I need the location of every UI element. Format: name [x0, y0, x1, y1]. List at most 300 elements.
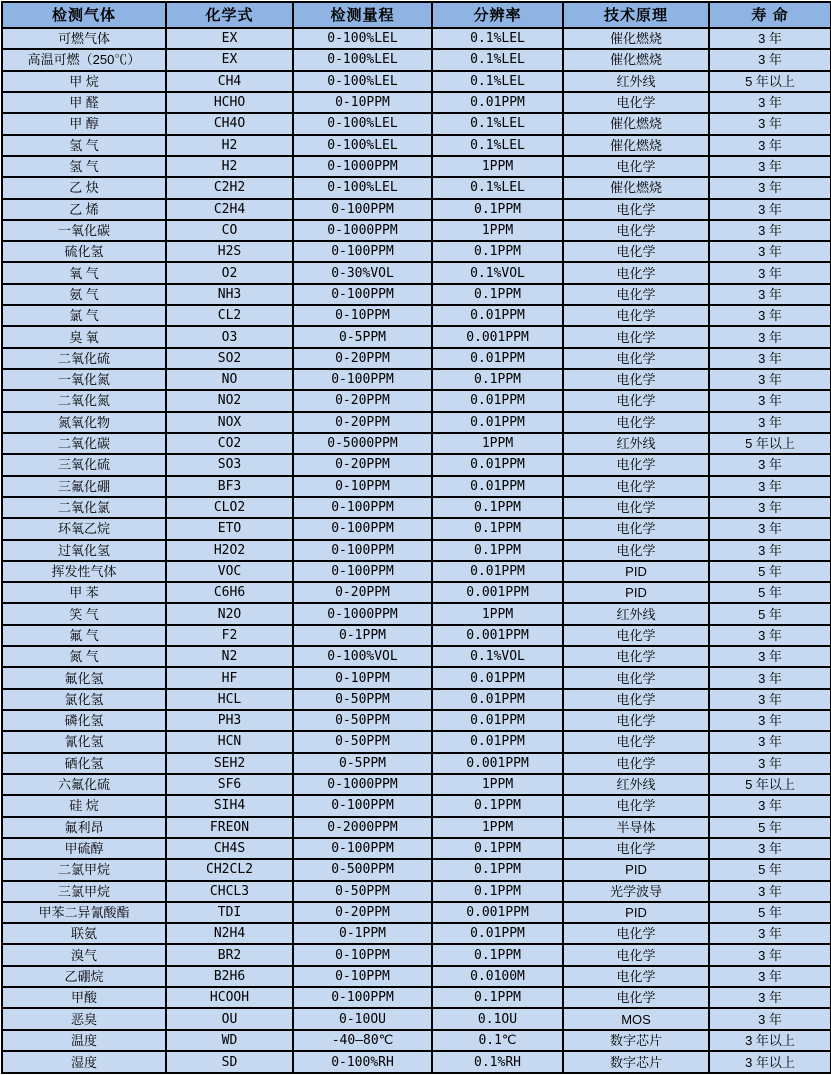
lifespan-cell: 3 年 [709, 49, 831, 70]
resolution-cell: 0.1PPM [432, 540, 563, 561]
table-header [2, 2, 831, 28]
table-row [2, 113, 831, 134]
gas-name-cell: 一氧化氮 [2, 369, 166, 390]
gas-name-cell: 甲 烷 [2, 71, 166, 92]
resolution-cell: 0.1PPM [432, 881, 563, 902]
table-row [2, 220, 831, 241]
resolution-cell: 1PPM [432, 156, 563, 177]
principle-cell: 红外线 [563, 603, 709, 624]
table-row [2, 689, 831, 710]
table-row [2, 1030, 831, 1051]
table-row [2, 177, 831, 198]
range-cell: 0-50PPM [293, 881, 432, 902]
gas-name-cell: 氟 气 [2, 625, 166, 646]
table-row [2, 135, 831, 156]
lifespan-cell: 3 年 [709, 92, 831, 113]
table-row [2, 902, 831, 923]
range-cell: 0-100%RH [293, 1051, 432, 1073]
table-row [2, 71, 831, 92]
lifespan-cell: 3 年 [709, 689, 831, 710]
range-cell: 0-1PPM [293, 923, 432, 944]
principle-cell: PID [563, 859, 709, 880]
range-cell: 0-20PPM [293, 412, 432, 433]
range-cell: 0-100%LEL [293, 177, 432, 198]
table-row [2, 667, 831, 688]
principle-cell: 电化学 [563, 689, 709, 710]
resolution-cell: 0.1PPM [432, 518, 563, 539]
resolution-cell: 0.1PPM [432, 241, 563, 262]
range-cell: 0-50PPM [293, 731, 432, 752]
range-cell: 0-100PPM [293, 987, 432, 1008]
gas-name-cell: 温度 [2, 1030, 166, 1051]
lifespan-cell: 3 年 [709, 135, 831, 156]
range-cell: 0-10PPM [293, 305, 432, 326]
resolution-cell: 0.1PPM [432, 944, 563, 965]
table-row [2, 753, 831, 774]
resolution-cell: 0.01PPM [432, 731, 563, 752]
gas-name-cell: 氧 气 [2, 262, 166, 283]
resolution-cell: 0.01PPM [432, 689, 563, 710]
lifespan-cell: 3 年 [709, 987, 831, 1008]
formula-cell: H2 [166, 135, 293, 156]
lifespan-cell: 3 年 [709, 284, 831, 305]
formula-cell: CLO2 [166, 497, 293, 518]
lifespan-cell: 5 年 [709, 817, 831, 838]
resolution-cell: 0.1%LEL [432, 135, 563, 156]
resolution-cell: 0.01PPM [432, 667, 563, 688]
gas-name-cell: 氮 气 [2, 646, 166, 667]
range-cell: 0-500PPM [293, 859, 432, 880]
gas-name-cell: 挥发性气体 [2, 561, 166, 582]
lifespan-cell: 3 年 [709, 966, 831, 987]
principle-cell: 催化燃烧 [563, 28, 709, 49]
range-cell: 0-50PPM [293, 689, 432, 710]
lifespan-cell: 3 年 [709, 177, 831, 198]
resolution-cell: 0.01PPM [432, 923, 563, 944]
principle-cell: 电化学 [563, 540, 709, 561]
resolution-cell: 0.001PPM [432, 326, 563, 347]
formula-cell: HCOOH [166, 987, 293, 1008]
table-row [2, 710, 831, 731]
formula-cell: CHCL3 [166, 881, 293, 902]
resolution-cell: 0.001PPM [432, 582, 563, 603]
formula-cell: SF6 [166, 774, 293, 795]
table-row [2, 433, 831, 454]
principle-cell: 电化学 [563, 518, 709, 539]
resolution-cell: 0.1℃ [432, 1030, 563, 1051]
resolution-cell: 1PPM [432, 774, 563, 795]
formula-cell: H2 [166, 156, 293, 177]
resolution-cell: 0.0100M [432, 966, 563, 987]
table-body [2, 28, 831, 1073]
gas-name-cell: 氰化氢 [2, 731, 166, 752]
principle-cell: 电化学 [563, 262, 709, 283]
lifespan-cell: 3 年 [709, 497, 831, 518]
resolution-cell: 0.01PPM [432, 710, 563, 731]
gas-name-cell: 硫化氢 [2, 241, 166, 262]
range-cell: 0-10PPM [293, 476, 432, 497]
range-cell: 0-100%LEL [293, 135, 432, 156]
formula-cell: CH4S [166, 838, 293, 859]
gas-name-cell: 高温可燃（250℃） [2, 49, 166, 70]
lifespan-cell: 5 年以上 [709, 433, 831, 454]
formula-cell: SEH2 [166, 753, 293, 774]
principle-cell: 红外线 [563, 433, 709, 454]
principle-cell: 电化学 [563, 241, 709, 262]
resolution-cell: 0.01PPM [432, 390, 563, 411]
resolution-cell: 0.001PPM [432, 625, 563, 646]
gas-name-cell: 三氯甲烷 [2, 881, 166, 902]
lifespan-cell: 3 年 [709, 113, 831, 134]
principle-cell: 光学波导 [563, 881, 709, 902]
gas-name-cell: 二氧化硫 [2, 348, 166, 369]
resolution-cell: 0.01PPM [432, 92, 563, 113]
gas-name-cell: 湿度 [2, 1051, 166, 1073]
table-row [2, 731, 831, 752]
table-row [2, 92, 831, 113]
gas-name-cell: 二氯甲烷 [2, 859, 166, 880]
resolution-cell: 0.1PPM [432, 987, 563, 1008]
gas-name-cell: 一氧化碳 [2, 220, 166, 241]
formula-cell: HF [166, 667, 293, 688]
range-cell: 0-10PPM [293, 966, 432, 987]
table-row [2, 390, 831, 411]
range-cell: 0-100PPM [293, 241, 432, 262]
range-cell: 0-100%LEL [293, 113, 432, 134]
range-cell: 0-10PPM [293, 667, 432, 688]
principle-cell: 电化学 [563, 987, 709, 1008]
principle-cell: 电化学 [563, 412, 709, 433]
range-cell: 0-100%VOL [293, 646, 432, 667]
formula-cell: SD [166, 1051, 293, 1073]
range-cell: 0-100PPM [293, 795, 432, 816]
lifespan-cell: 3 年 [709, 412, 831, 433]
resolution-cell: 0.1%LEL [432, 49, 563, 70]
formula-cell: FREON [166, 817, 293, 838]
resolution-cell: 0.01PPM [432, 348, 563, 369]
range-cell: 0-100%LEL [293, 28, 432, 49]
formula-cell: EX [166, 28, 293, 49]
gas-name-cell: 二氧化氯 [2, 497, 166, 518]
gas-name-cell: 联氨 [2, 923, 166, 944]
table-row [2, 625, 831, 646]
table-row [2, 923, 831, 944]
gas-name-cell: 甲 醇 [2, 113, 166, 134]
formula-cell: O2 [166, 262, 293, 283]
gas-name-cell: 二氧化氮 [2, 390, 166, 411]
range-cell: 0-20PPM [293, 902, 432, 923]
resolution-cell: 0.001PPM [432, 753, 563, 774]
formula-cell: N2 [166, 646, 293, 667]
table-row [2, 944, 831, 965]
resolution-cell: 0.1%LEL [432, 177, 563, 198]
gas-name-cell: 二氧化碳 [2, 433, 166, 454]
principle-cell: 电化学 [563, 348, 709, 369]
lifespan-cell: 3 年 [709, 944, 831, 965]
gas-name-cell: 笑 气 [2, 603, 166, 624]
resolution-cell: 0.1%LEL [432, 28, 563, 49]
range-cell: 0-100%LEL [293, 71, 432, 92]
gas-name-cell: 甲硫醇 [2, 838, 166, 859]
formula-cell: CO2 [166, 433, 293, 454]
formula-cell: CO [166, 220, 293, 241]
gas-name-cell: 甲苯二异氰酸酯 [2, 902, 166, 923]
range-cell: 0-2000PPM [293, 817, 432, 838]
range-cell: 0-1PPM [293, 625, 432, 646]
gas-name-cell: 氮氧化物 [2, 412, 166, 433]
table-row [2, 28, 831, 49]
formula-cell: NO2 [166, 390, 293, 411]
lifespan-cell: 5 年以上 [709, 71, 831, 92]
principle-cell: 红外线 [563, 71, 709, 92]
principle-cell: 电化学 [563, 838, 709, 859]
lifespan-cell: 3 年 [709, 838, 831, 859]
column-header-range: 检测量程 [293, 2, 432, 28]
principle-cell: 电化学 [563, 966, 709, 987]
principle-cell: 电化学 [563, 326, 709, 347]
lifespan-cell: 3 年 [709, 390, 831, 411]
formula-cell: EX [166, 49, 293, 70]
formula-cell: BF3 [166, 476, 293, 497]
principle-cell: 电化学 [563, 156, 709, 177]
principle-cell: 催化燃烧 [563, 177, 709, 198]
gas-name-cell: 氨 气 [2, 284, 166, 305]
table-row [2, 262, 831, 283]
principle-cell: 催化燃烧 [563, 135, 709, 156]
gas-name-cell: 氟化氢 [2, 667, 166, 688]
principle-cell: 电化学 [563, 199, 709, 220]
table-row [2, 241, 831, 262]
range-cell: 0-5PPM [293, 753, 432, 774]
principle-cell: MOS [563, 1008, 709, 1029]
lifespan-cell: 3 年 [709, 540, 831, 561]
table-row [2, 987, 831, 1008]
formula-cell: CH2CL2 [166, 859, 293, 880]
gas-name-cell: 可燃气体 [2, 28, 166, 49]
formula-cell: H2S [166, 241, 293, 262]
range-cell: 0-5000PPM [293, 433, 432, 454]
principle-cell: 电化学 [563, 646, 709, 667]
gas-name-cell: 过氧化氢 [2, 540, 166, 561]
range-cell: 0-20PPM [293, 348, 432, 369]
range-cell: 0-100PPM [293, 369, 432, 390]
principle-cell: 电化学 [563, 795, 709, 816]
principle-cell: 电化学 [563, 497, 709, 518]
table-row [2, 284, 831, 305]
formula-cell: CL2 [166, 305, 293, 326]
table-row [2, 326, 831, 347]
table-row [2, 540, 831, 561]
formula-cell: NH3 [166, 284, 293, 305]
resolution-cell: 1PPM [432, 817, 563, 838]
resolution-cell: 1PPM [432, 603, 563, 624]
column-header-gas: 检测气体 [2, 2, 166, 28]
lifespan-cell: 3 年 [709, 881, 831, 902]
resolution-cell: 0.1OU [432, 1008, 563, 1029]
table-row [2, 859, 831, 880]
lifespan-cell: 3 年 [709, 241, 831, 262]
lifespan-cell: 3 年 [709, 348, 831, 369]
principle-cell: 催化燃烧 [563, 113, 709, 134]
table-row [2, 454, 831, 475]
principle-cell: 电化学 [563, 454, 709, 475]
formula-cell: CH4 [166, 71, 293, 92]
column-header-principle: 技术原理 [563, 2, 709, 28]
lifespan-cell: 3 年 [709, 476, 831, 497]
resolution-cell: 1PPM [432, 220, 563, 241]
formula-cell: HCHO [166, 92, 293, 113]
resolution-cell: 0.1%RH [432, 1051, 563, 1073]
lifespan-cell: 3 年 [709, 731, 831, 752]
table-row [2, 561, 831, 582]
formula-cell: SO2 [166, 348, 293, 369]
table-row [2, 518, 831, 539]
formula-cell: N2O [166, 603, 293, 624]
resolution-cell: 0.1%VOL [432, 262, 563, 283]
range-cell: 0-100PPM [293, 497, 432, 518]
gas-sensor-table [1, 1, 831, 1074]
principle-cell: 电化学 [563, 731, 709, 752]
gas-name-cell: 三氟化硼 [2, 476, 166, 497]
formula-cell: TDI [166, 902, 293, 923]
formula-cell: HCN [166, 731, 293, 752]
gas-name-cell: 乙 炔 [2, 177, 166, 198]
lifespan-cell: 3 年 [709, 326, 831, 347]
table-row [2, 646, 831, 667]
table-row [2, 817, 831, 838]
principle-cell: 电化学 [563, 667, 709, 688]
range-cell: 0-30%VOL [293, 262, 432, 283]
range-cell: 0-100PPM [293, 284, 432, 305]
formula-cell: HCL [166, 689, 293, 710]
lifespan-cell: 5 年以上 [709, 774, 831, 795]
range-cell: 0-20PPM [293, 582, 432, 603]
table-row [2, 795, 831, 816]
lifespan-cell: 3 年 [709, 220, 831, 241]
principle-cell: 电化学 [563, 476, 709, 497]
formula-cell: SO3 [166, 454, 293, 475]
range-cell: 0-100PPM [293, 561, 432, 582]
formula-cell: PH3 [166, 710, 293, 731]
resolution-cell: 0.1%LEL [432, 71, 563, 92]
principle-cell: 数字芯片 [563, 1030, 709, 1051]
formula-cell: N2H4 [166, 923, 293, 944]
formula-cell: OU [166, 1008, 293, 1029]
gas-name-cell: 氯 气 [2, 305, 166, 326]
resolution-cell: 0.01PPM [432, 305, 563, 326]
lifespan-cell: 3 年以上 [709, 1051, 831, 1073]
resolution-cell: 0.1PPM [432, 795, 563, 816]
lifespan-cell: 3 年 [709, 646, 831, 667]
column-header-resolution: 分辨率 [432, 2, 563, 28]
range-cell: 0-1000PPM [293, 774, 432, 795]
resolution-cell: 0.01PPM [432, 454, 563, 475]
resolution-cell: 0.1PPM [432, 859, 563, 880]
gas-name-cell: 环氧乙烷 [2, 518, 166, 539]
principle-cell: 电化学 [563, 710, 709, 731]
range-cell: 0-50PPM [293, 710, 432, 731]
formula-cell: VOC [166, 561, 293, 582]
resolution-cell: 0.1PPM [432, 369, 563, 390]
resolution-cell: 0.001PPM [432, 902, 563, 923]
range-cell: 0-1000PPM [293, 220, 432, 241]
lifespan-cell: 3 年 [709, 199, 831, 220]
principle-cell: 半导体 [563, 817, 709, 838]
principle-cell: 电化学 [563, 305, 709, 326]
table-row [2, 156, 831, 177]
formula-cell: ETO [166, 518, 293, 539]
range-cell: 0-10PPM [293, 92, 432, 113]
gas-name-cell: 氢 气 [2, 156, 166, 177]
formula-cell: O3 [166, 326, 293, 347]
gas-name-cell: 氯化氢 [2, 689, 166, 710]
resolution-cell: 0.1PPM [432, 497, 563, 518]
table-row [2, 476, 831, 497]
table-row [2, 348, 831, 369]
lifespan-cell: 5 年 [709, 859, 831, 880]
lifespan-cell: 3 年 [709, 667, 831, 688]
principle-cell: 电化学 [563, 753, 709, 774]
principle-cell: 电化学 [563, 390, 709, 411]
lifespan-cell: 3 年 [709, 710, 831, 731]
gas-name-cell: 硒化氢 [2, 753, 166, 774]
lifespan-cell: 3 年以上 [709, 1030, 831, 1051]
principle-cell: PID [563, 561, 709, 582]
range-cell: 0-100PPM [293, 199, 432, 220]
range-cell: 0-100PPM [293, 540, 432, 561]
gas-name-cell: 甲 醛 [2, 92, 166, 113]
table-row [2, 966, 831, 987]
table-row [2, 838, 831, 859]
gas-name-cell: 恶臭 [2, 1008, 166, 1029]
range-cell: 0-5PPM [293, 326, 432, 347]
lifespan-cell: 5 年 [709, 561, 831, 582]
formula-cell: NOX [166, 412, 293, 433]
lifespan-cell: 5 年 [709, 582, 831, 603]
formula-cell: CH4O [166, 113, 293, 134]
table-row [2, 603, 831, 624]
formula-cell: WD [166, 1030, 293, 1051]
range-cell: 0-10OU [293, 1008, 432, 1029]
table-row [2, 774, 831, 795]
formula-cell: SIH4 [166, 795, 293, 816]
lifespan-cell: 3 年 [709, 156, 831, 177]
formula-cell: C6H6 [166, 582, 293, 603]
column-header-lifespan: 寿 命 [709, 2, 831, 28]
gas-name-cell: 臭 氧 [2, 326, 166, 347]
table-row [2, 369, 831, 390]
resolution-cell: 0.1PPM [432, 284, 563, 305]
principle-cell: 电化学 [563, 625, 709, 646]
resolution-cell: 0.1PPM [432, 838, 563, 859]
range-cell: -40—80℃ [293, 1030, 432, 1051]
range-cell: 0-1000PPM [293, 156, 432, 177]
gas-name-cell: 六氟化硫 [2, 774, 166, 795]
table-row [2, 582, 831, 603]
table-row [2, 412, 831, 433]
range-cell: 0-1000PPM [293, 603, 432, 624]
lifespan-cell: 3 年 [709, 625, 831, 646]
resolution-cell: 0.01PPM [432, 476, 563, 497]
lifespan-cell: 3 年 [709, 262, 831, 283]
gas-name-cell: 三氧化硫 [2, 454, 166, 475]
gas-name-cell: 氢 气 [2, 135, 166, 156]
resolution-cell: 0.1PPM [432, 199, 563, 220]
range-cell: 0-10PPM [293, 944, 432, 965]
principle-cell: 电化学 [563, 92, 709, 113]
resolution-cell: 0.01PPM [432, 561, 563, 582]
principle-cell: 数字芯片 [563, 1051, 709, 1073]
